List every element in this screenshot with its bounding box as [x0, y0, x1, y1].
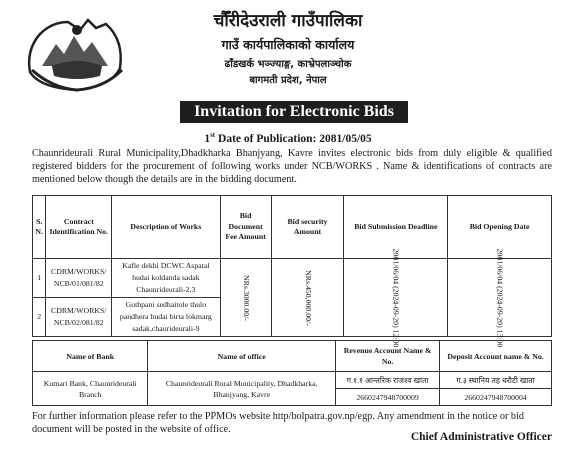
publication-date [0, 131, 576, 145]
publication-ordinal-suffix: st [210, 131, 216, 139]
revenue-account-no: 2660247948700009 [336, 389, 440, 406]
deposit-account-no: 2660247948700004 [440, 389, 552, 406]
col-opening: Bid Opening Date [448, 196, 552, 259]
notice-title: Invitation for Electronic Bids [180, 101, 408, 123]
opening-date: 2081/06/04 (2024-09-20) 13:00 [495, 248, 505, 347]
col-office: Name of office [148, 341, 336, 372]
opening-cell [448, 248, 552, 347]
table-row [33, 259, 552, 298]
submission-deadline: 2081/06/04 (2024-09-20) 12:00 [391, 248, 401, 347]
col-revenue: Revenue Account Name & No. [336, 341, 440, 372]
row-contract: CDRM/WORKS/ NCB/02/081/82 [46, 298, 112, 337]
publication-ordinal: 1 [204, 132, 211, 145]
row-sn: 1 [33, 259, 46, 298]
signatory: Chief Administrative Officer [410, 431, 552, 443]
intro-paragraph: Chaunrideurali Rural Municipality,Dhadkharka Bhanjyang, Kavre invites electronic bids from duly eligible & qualified registered bidders for the procurement of following works under NCB/WORKS . Name & identifications of contracts are mentioned below though the details are in the bidding document. [32, 148, 552, 185]
office-name: गाउँ कार्यपालिकाको कार्यालय [221, 37, 355, 52]
col-security: Bid security Amount [271, 196, 344, 259]
row-description: Gothpani sedhaitole thulo pandhera hudai birta lokmarg sadak,chaurideurali-9 [112, 298, 221, 337]
revenue-account-name: ग.१.१ आन्तरिक राजश्व खाता [336, 372, 440, 389]
col-submission: Bid Submission Deadline [344, 196, 448, 259]
col-sn: S. N. [33, 196, 46, 259]
col-fee: Bid Document Fee Amount [220, 196, 271, 259]
row-sn: 2 [33, 298, 46, 337]
row-contract: CDRM/WORKS/ NCB/01/081/82 [46, 259, 112, 298]
col-description: Description of Works [112, 196, 221, 259]
col-contract: Contract Identification No. [46, 196, 112, 259]
fee-amount: NRs.3000.00/- [241, 274, 251, 321]
bids-table-header [33, 196, 552, 259]
bank-table [32, 340, 552, 406]
province-name: बागमती प्रदेश, नेपाल [249, 75, 327, 86]
security-cell [271, 259, 344, 337]
office-name-cell: Chaunrideurali Rural Municipality, Dhadkharka, Bhanjyang, Kavre [148, 372, 336, 406]
bids-table [32, 195, 552, 347]
submission-cell [344, 248, 448, 347]
col-deposit: Deposit Account name & No. [440, 341, 552, 372]
security-amount: NRs.450,000.00/- [303, 269, 313, 326]
municipality-name: चौँरीदेउराली गाउँपालिका [213, 11, 363, 31]
publication-date-text: Date of Publication: 2081/05/05 [215, 132, 372, 145]
row-description: Kafle dekhi DCWC Aspatal hudai koldanda sadak Chaunrideurali-2,3 [112, 259, 221, 298]
fee-cell [220, 259, 271, 337]
office-address: ढाँडखर्क भञ्ज्याङ्ग, काभ्रेपलाञ्चोक [224, 59, 352, 70]
col-bank: Name of Bank [33, 341, 148, 372]
deposit-account-name: ग.३ स्थानिय तह धरौटी खाता [440, 372, 552, 389]
bank-name: Kumari Bank, Chaunrideurali Branch [33, 372, 148, 406]
footer-note: For further information please refer to the PPMOs website http/bolpatra.gov.np/egp. Any amendment in the notice or bid document will be posted in the website of office. [32, 411, 524, 435]
